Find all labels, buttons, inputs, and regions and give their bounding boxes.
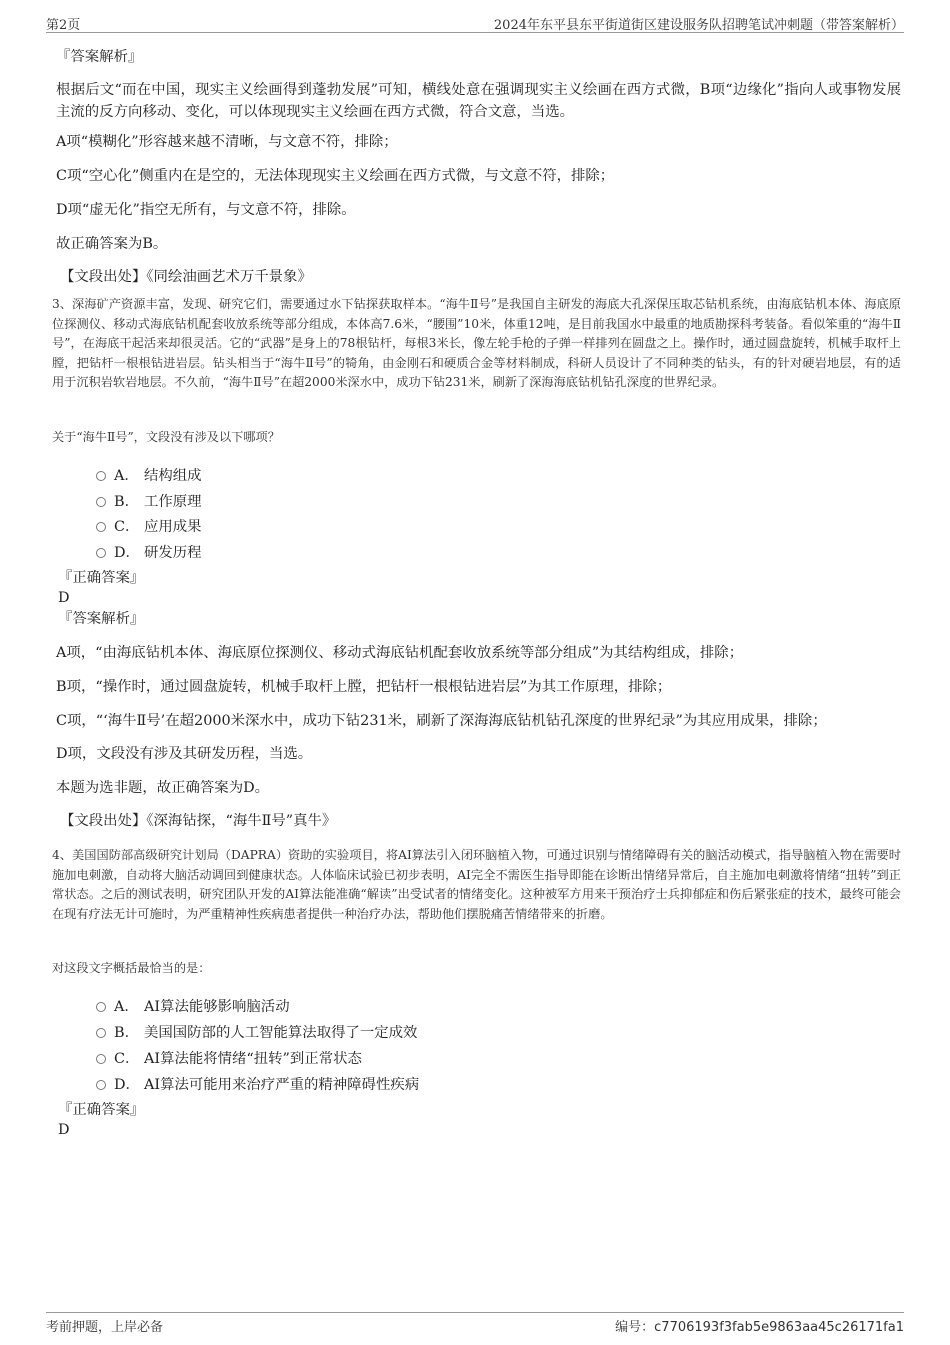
radio-icon[interactable] (96, 497, 106, 507)
footer-slogan: 考前押题，上岸必备 (46, 1320, 164, 1335)
page-footer (46, 1312, 904, 1335)
question-4-option-d[interactable]: D． AI算法可能用来治疗严重的精神障碍性疾病 (96, 1073, 419, 1094)
question-3-option-c[interactable]: C． 应用成果 (96, 515, 202, 536)
analysis-item-c: C项“空心化”侧重内在是空的，无法体现现实主义绘画在西方式微，与文意不符，排除； (56, 168, 615, 184)
analysis-label: 『答案解析』 (56, 49, 143, 65)
source-citation: 【文段出处】《同绘油画艺术万千景象》 (60, 269, 312, 285)
radio-icon[interactable] (96, 522, 106, 532)
question-3-answer: D (58, 590, 70, 606)
question-3-analysis-label: 『答案解析』 (58, 611, 145, 627)
footer-code-value: c7706193f3fab5e9863aa45c26171fa1 (654, 1320, 904, 1335)
question-4-passage: 4、美国国防部高级研究计划局（DAPRA）资助的实验项目，将AI算法引入闭环脑植入物，可通过识别与情绪障碍有关的脑活动模式，指导脑植入物在需要时施加电刺激，自动将大脑活动调回到健康状态。人体临床试验已初步表明，AI完全不需医生指导即能在诊断出情绪异常后，自主施加电刺激将情绪“扭转”到正常状态。之后的测试表明，研究团队开发的AI算法能准确“解读”出受试者的情绪变化。这种被军方用来干预治疗士兵抑郁症和伤后紧张症的技术，最终可能会在现有疗法无计可施时，为严重精神性疾病患者提供一种治疗办法，帮助他们摆脱痛苦情绪带来的折磨。 (52, 848, 901, 921)
analysis-paragraph: 根据后文“而在中国，现实主义绘画得到蓬勃发展”可知，横线处意在强调现实主义绘画在西方式微，B项“边缘化”指向人或事物发展主流的反方向移动、变化，可以体现现实主义绘画在西方式微，符合文意，当选。 (56, 82, 901, 120)
radio-icon[interactable] (96, 548, 106, 558)
question-3-source: 【文段出处】《深海钻探，“海牛Ⅱ号”真牛》 (60, 813, 337, 829)
question-4-answer-label: 『正确答案』 (58, 1102, 145, 1118)
question-4-option-c[interactable]: C． AI算法能将情绪“扭转”到正常状态 (96, 1047, 362, 1068)
footer-code-label: 编号： (615, 1320, 655, 1335)
analysis-conclusion: 故正确答案为B。 (56, 236, 168, 252)
question-3-option-b[interactable]: B． 工作原理 (96, 490, 202, 511)
question-3-passage: 3、深海矿产资源丰富，发现、研究它们，需要通过水下钻探获取样本。“海牛Ⅱ号”是我国自主研发的海底大孔深保压取芯钻机系统，由海底钻机本体、海底原位探测仪、移动式海底钻机配套收放系统等部分组成，本体高7.6米，“腰围”10米，体重12吨，是目前我国水中最重的地质勘探科考装备。看似笨重的“海牛Ⅱ号”，在海底干起活来却很灵活。它的“武器”是身上的78根钻杆，每根3米长，像左轮手枪的子弹一样排列在圆盘之上。操作时，通过圆盘旋转，机械手取杆上膛，把钻杆一根根钻进岩层。钻头相当于“海牛Ⅱ号”的犄角，由金刚石和硬质合金等材料制成，科研人员设计了不同种类的钻头，有的针对硬岩地层，有的适用于沉积岩软岩地层。不久前，“海牛Ⅱ号”在超2000米深水中，成功下钻231米，刷新了深海海底钻机钻孔深度的世界纪录。 (52, 297, 901, 389)
radio-icon[interactable] (96, 471, 106, 481)
question-3-analysis-item-a: A项，“由海底钻机本体、海底原位探测仪、移动式海底钻机配套收放系统等部分组成”为其结构组成，排除； (56, 645, 744, 661)
footer-code (615, 1316, 904, 1335)
radio-icon[interactable] (96, 1080, 106, 1090)
page-number: 第2页 (46, 18, 81, 33)
question-3-analysis-item-b: B项，“操作时，通过圆盘旋转，机械手取杆上膛，把钻杆一根根钻进岩层”为其工作原理，排除； (56, 679, 672, 695)
question-3-analysis-item-d: D项，文段没有涉及其研发历程，当选。 (56, 746, 313, 762)
question-3-answer-label: 『正确答案』 (58, 570, 145, 586)
page-header (46, 12, 904, 33)
radio-icon[interactable] (96, 1054, 106, 1064)
radio-icon[interactable] (96, 1028, 106, 1038)
question-4-prompt: 对这段文字概括最恰当的是： (52, 961, 211, 975)
question-3-prompt: 关于“海牛Ⅱ号”，文段没有涉及以下哪项？ (52, 430, 280, 444)
question-3-analysis-item-c: C项，“‘海牛Ⅱ号’在超2000米深水中，成功下钻231米，刷新了深海海底钻机钻孔深度的世界纪录”为其应用成果，排除； (56, 713, 827, 729)
question-4-option-b[interactable]: B． 美国国防部的人工智能算法取得了一定成效 (96, 1021, 417, 1042)
radio-icon[interactable] (96, 1002, 106, 1012)
question-4-answer: D (58, 1122, 70, 1138)
question-4-option-a[interactable]: A． AI算法能够影响脑活动 (96, 995, 290, 1016)
analysis-item-a: A项“模糊化”形容越来越不清晰，与文意不符，排除； (56, 134, 398, 150)
analysis-item-d: D项“虚无化”指空无所有，与文意不符，排除。 (56, 202, 356, 218)
question-3-option-a[interactable]: A． 结构组成 (96, 464, 202, 485)
question-3-option-d[interactable]: D． 研发历程 (96, 541, 202, 562)
question-3-conclusion: 本题为选非题，故正确答案为D。 (56, 780, 270, 796)
document-title: 2024年东平县东平街道街区建设服务队招聘笔试冲刺题（带答案解析） (493, 18, 904, 33)
